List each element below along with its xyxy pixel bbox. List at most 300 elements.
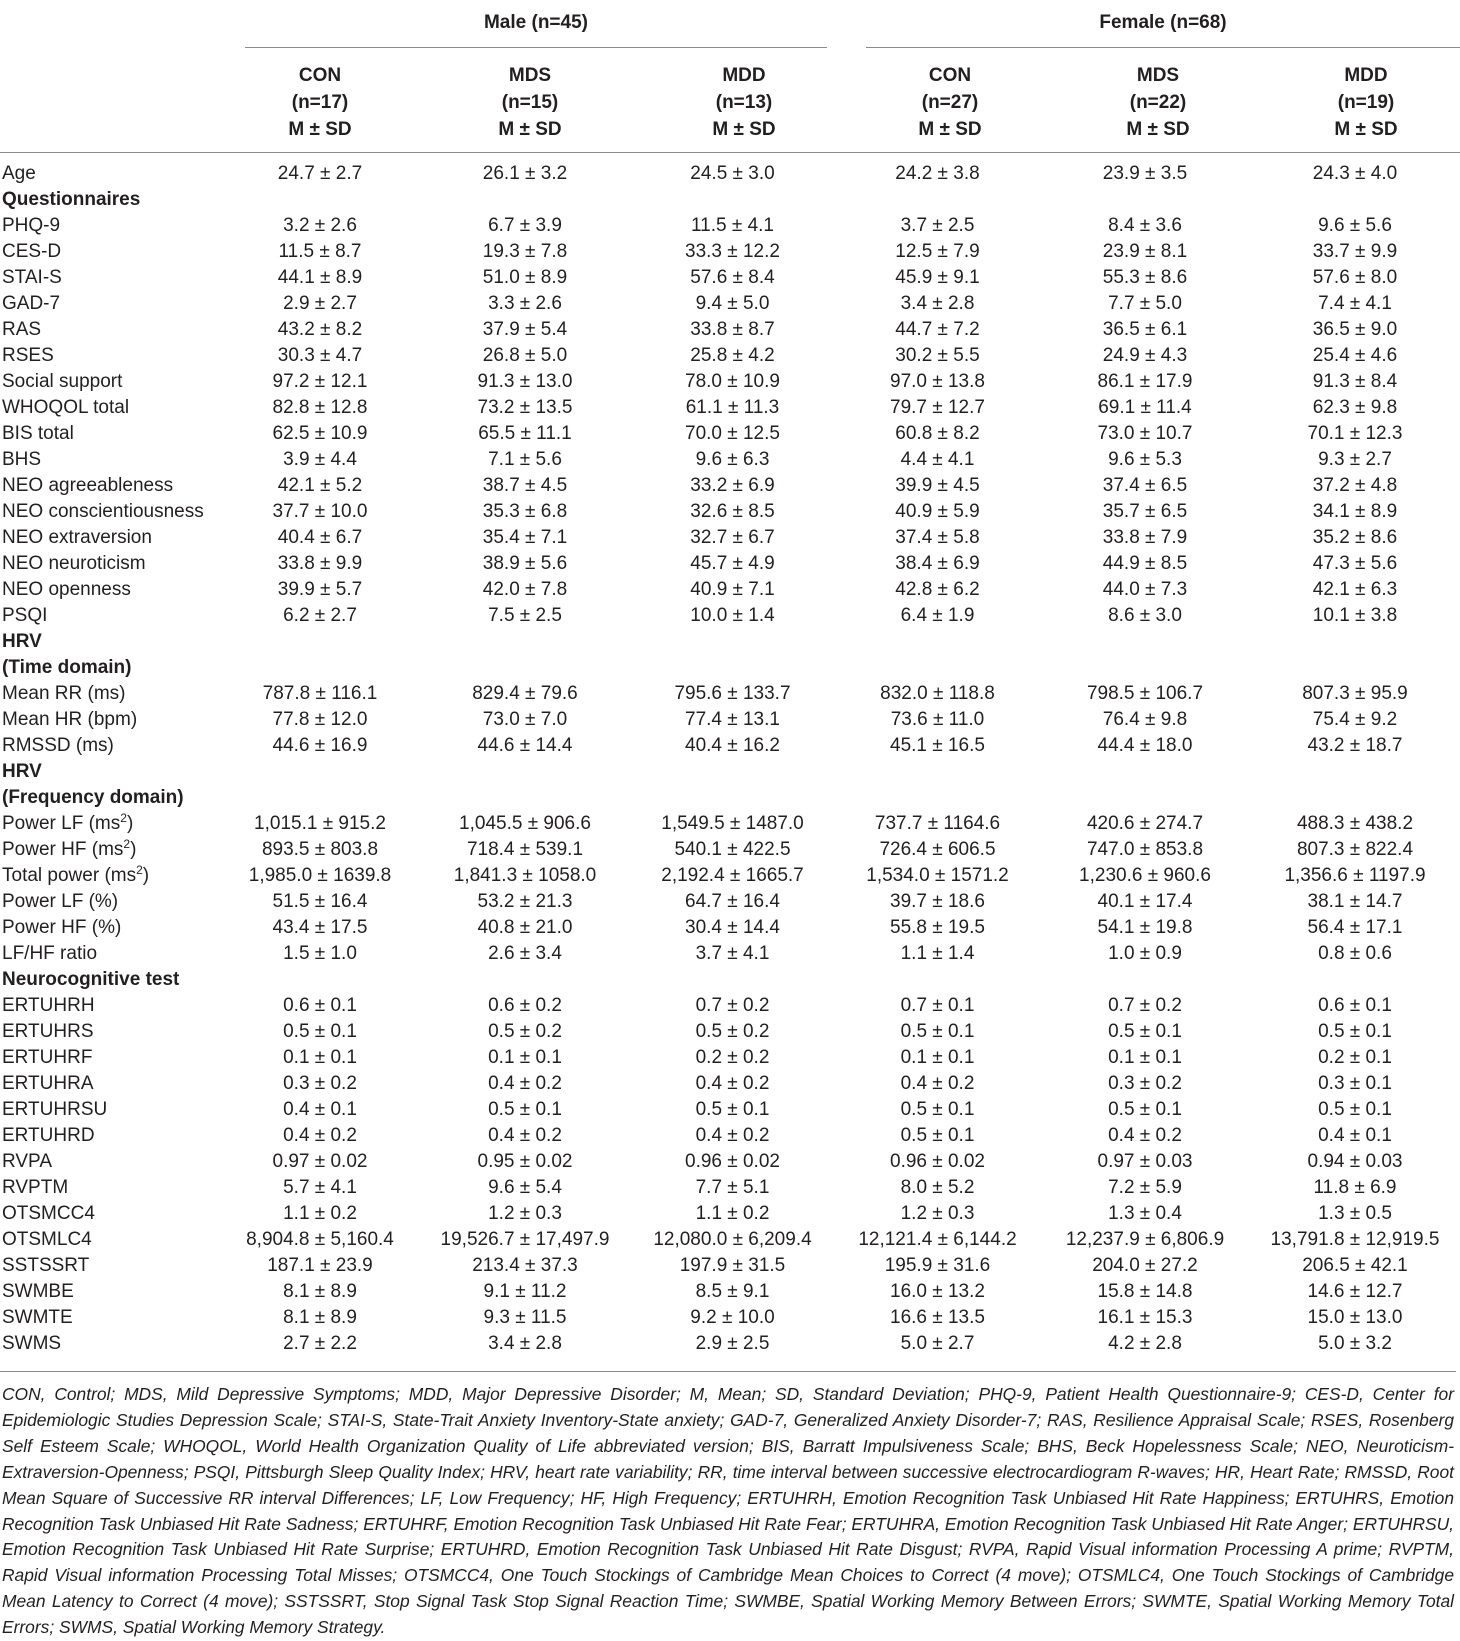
column-n: (n=17): [291, 92, 349, 113]
table-cell: 19.3 ± 7.8: [482, 241, 568, 262]
table-cell: 55.8 ± 19.5: [890, 917, 985, 938]
table-cell: 57.6 ± 8.0: [1312, 267, 1398, 288]
table-row: [0, 1097, 1460, 1123]
table-cell: 0.7 ± 0.1: [900, 995, 975, 1016]
table-cell: 25.4 ± 4.6: [1312, 345, 1398, 366]
table-cell: 78.0 ± 10.9: [685, 371, 780, 392]
row-label-text: STAI-S: [2, 267, 62, 288]
table-cell: 0.4 ± 0.2: [695, 1073, 770, 1094]
group-header: [0, 0, 1460, 48]
table-cell: 0.1 ± 0.1: [283, 1047, 357, 1068]
table-cell: 0.5 ± 0.2: [488, 1021, 562, 1042]
table-cell: 51.5 ± 16.4: [272, 891, 368, 912]
table-cell: 0.2 ± 0.1: [1318, 1047, 1392, 1068]
row-label-text: SSTSSRT: [2, 1255, 90, 1276]
table-cell: 1.5 ± 1.0: [283, 943, 357, 964]
table-cell: 13,791.8 ± 12,919.5: [1270, 1229, 1440, 1250]
table-cell: 97.2 ± 12.1: [272, 371, 368, 392]
table-cell: 7.7 ± 5.1: [695, 1177, 770, 1198]
table-cell: 39.7 ± 18.6: [890, 891, 985, 912]
table-cell: 3.4 ± 2.8: [488, 1333, 562, 1354]
table-cell: 30.2 ± 5.5: [895, 345, 980, 366]
table-cell: 24.3 ± 4.0: [1312, 163, 1398, 184]
row-label-text: NEO agreeableness: [2, 475, 174, 496]
table-cell: 91.3 ± 8.4: [1312, 371, 1398, 392]
table-cell: 47.3 ± 5.6: [1312, 553, 1398, 574]
table-cell: 37.7 ± 10.0: [272, 501, 368, 522]
table-cell: 9.3 ± 2.7: [1318, 449, 1392, 470]
column-name: MDD: [722, 65, 766, 86]
table-cell: 8.4 ± 3.6: [1108, 215, 1182, 236]
table-cell: 9.6 ± 5.4: [488, 1177, 562, 1198]
row-label: [0, 1149, 220, 1175]
table-cell: 1,549.5 ± 1487.0: [661, 813, 804, 834]
row-label: [0, 239, 220, 265]
row-label-text: PHQ-9: [2, 215, 61, 236]
table-cell: 97.0 ± 13.8: [890, 371, 985, 392]
superscript: 2: [120, 811, 127, 825]
table-cell: 39.9 ± 4.5: [895, 475, 980, 496]
table-cell: 3.9 ± 4.4: [283, 449, 357, 470]
table-cell: 0.7 ± 0.2: [1108, 995, 1182, 1016]
table-cell: 24.9 ± 4.3: [1102, 345, 1188, 366]
table-cell: 0.4 ± 0.1: [283, 1099, 357, 1120]
table-cell: 0.4 ± 0.2: [488, 1073, 562, 1094]
table-cell: 9.6 ± 5.3: [1108, 449, 1182, 470]
row-label-text: RSES: [2, 345, 54, 366]
table-cell: 42.1 ± 5.2: [277, 475, 363, 496]
row-label-text: RMSSD (ms): [2, 735, 114, 756]
column-header-female-mds: [1068, 62, 1248, 143]
table-row: [0, 239, 1460, 265]
table-row: [0, 863, 1460, 889]
row-label-text: Power HF (ms: [2, 839, 124, 860]
group-label-male: Male (n=45): [483, 12, 588, 33]
row-label-text: Total power (ms: [2, 865, 137, 886]
table-cell: 91.3 ± 13.0: [477, 371, 573, 392]
table-cell: 44.9 ± 8.5: [1102, 553, 1188, 574]
table-row: [0, 889, 1460, 915]
table-row: [0, 733, 1460, 759]
row-label-text: Power LF (ms: [2, 813, 121, 834]
table-cell: 7.2 ± 5.9: [1108, 1177, 1182, 1198]
row-label-text: ERTUHRSU: [2, 1099, 108, 1120]
table-cell: 540.1 ± 422.5: [674, 839, 791, 860]
table-cell: 3.2 ± 2.6: [283, 215, 357, 236]
row-label: [0, 1305, 220, 1331]
table-cell: 1,045.5 ± 906.6: [459, 813, 591, 834]
row-label-text: ERTUHRF: [2, 1047, 93, 1068]
table-cell: 12.5 ± 7.9: [895, 241, 980, 262]
row-label: [0, 161, 220, 187]
superscript: 2: [123, 837, 131, 851]
table-cell: 38.1 ± 14.7: [1307, 891, 1403, 912]
table-row: [0, 1071, 1460, 1097]
column-n: (n=22): [1129, 92, 1187, 113]
row-label-suffix: ): [126, 813, 134, 834]
table-row: [0, 1305, 1460, 1331]
table-cell: 0.3 ± 0.1: [1318, 1073, 1392, 1094]
table-cell: 6.7 ± 3.9: [488, 215, 562, 236]
row-label-text: OTSMCC4: [2, 1203, 95, 1224]
row-label-suffix: ): [130, 839, 137, 860]
table-cell: 1,015.1 ± 915.2: [254, 813, 386, 834]
row-label: [0, 1071, 220, 1097]
table-cell: 51.0 ± 8.9: [482, 267, 568, 288]
row-label-text: Age: [2, 163, 36, 184]
data-table: [0, 161, 1460, 1357]
row-label-text: NEO openness: [2, 579, 131, 600]
table-cell: 9.6 ± 5.6: [1318, 215, 1392, 236]
table-cell: 33.8 ± 8.7: [690, 319, 775, 340]
table-cell: 0.5 ± 0.1: [488, 1099, 562, 1120]
row-label: [0, 863, 220, 889]
row-label-text: PSQI: [2, 605, 48, 626]
table-cell: 33.2 ± 6.9: [690, 475, 775, 496]
table-cell: 42.1 ± 6.3: [1312, 579, 1398, 600]
column-header-male-mds: [445, 62, 615, 143]
table-cell: 204.0 ± 27.2: [1092, 1255, 1198, 1276]
section-label: [0, 629, 1460, 655]
table-cell: 60.8 ± 8.2: [895, 423, 980, 444]
table-cell: 24.7 ± 2.7: [277, 163, 363, 184]
table-cell: 40.4 ± 16.2: [685, 735, 780, 756]
table-row: [0, 1175, 1460, 1201]
table-cell: 3.7 ± 2.5: [900, 215, 975, 236]
table-cell: 70.1 ± 12.3: [1307, 423, 1403, 444]
table-cell: 1.1 ± 0.2: [695, 1203, 770, 1224]
section-header-row: [0, 187, 1460, 213]
row-label: [0, 681, 220, 707]
column-stat: M ± SD: [918, 119, 982, 140]
table-cell: 36.5 ± 9.0: [1312, 319, 1398, 340]
table-row: [0, 395, 1460, 421]
row-label-text: RAS: [2, 319, 42, 340]
table-cell: 0.1 ± 0.1: [488, 1047, 562, 1068]
table-cell: 737.7 ± 1164.6: [874, 813, 1001, 834]
table-cell: 44.4 ± 18.0: [1097, 735, 1193, 756]
table-row: [0, 1149, 1460, 1175]
table-cell: 33.7 ± 9.9: [1312, 241, 1398, 262]
table-cell: 32.6 ± 8.5: [690, 501, 775, 522]
row-label: [0, 421, 220, 447]
table-cell: 1,230.6 ± 960.6: [1079, 865, 1211, 886]
table-cell: 0.3 ± 0.2: [1108, 1073, 1182, 1094]
table-row: [0, 707, 1460, 733]
table-cell: 206.5 ± 42.1: [1302, 1255, 1408, 1276]
row-label-text: (Frequency domain): [2, 787, 184, 808]
table-cell: 0.5 ± 0.2: [695, 1021, 770, 1042]
table-cell: 420.6 ± 274.7: [1086, 813, 1204, 834]
table-cell: 23.9 ± 3.5: [1102, 163, 1188, 184]
table-cell: 10.1 ± 3.8: [1312, 605, 1398, 626]
row-label-text: SWMBE: [2, 1281, 74, 1302]
row-label-text: Questionnaires: [2, 189, 141, 210]
section-header-row: [0, 759, 1460, 785]
table-cell: 195.9 ± 31.6: [884, 1255, 991, 1276]
table-row: [0, 811, 1460, 837]
row-label: [0, 499, 220, 525]
table-cell: 38.7 ± 4.5: [482, 475, 568, 496]
table-row: [0, 473, 1460, 499]
table-cell: 11.5 ± 4.1: [691, 215, 774, 236]
table-cell: 8.0 ± 5.2: [900, 1177, 975, 1198]
table-cell: 73.6 ± 11.0: [890, 709, 985, 730]
table-cell: 35.3 ± 6.8: [482, 501, 568, 522]
row-label: [0, 577, 220, 603]
table-row: [0, 1331, 1460, 1357]
table-cell: 0.96 ± 0.02: [685, 1151, 780, 1172]
table-row: [0, 1045, 1460, 1071]
table-cell: 0.4 ± 0.2: [283, 1125, 357, 1146]
table-cell: 0.96 ± 0.02: [890, 1151, 985, 1172]
table-cell: 2.9 ± 2.5: [695, 1333, 770, 1354]
column-name: MDD: [1344, 65, 1388, 86]
table-cell: 82.8 ± 12.8: [272, 397, 368, 418]
row-label: [0, 733, 220, 759]
table-row: [0, 993, 1460, 1019]
table-cell: 75.4 ± 9.2: [1312, 709, 1398, 730]
table-cell: 8.1 ± 8.9: [283, 1307, 357, 1328]
table-cell: 42.0 ± 7.8: [482, 579, 568, 600]
table-cell: 0.5 ± 0.1: [1318, 1099, 1392, 1120]
section-header-row: [0, 967, 1460, 993]
table-cell: 24.2 ± 3.8: [895, 163, 980, 184]
row-label-text: (Time domain): [2, 657, 132, 678]
table-cell: 86.1 ± 17.9: [1097, 371, 1193, 392]
section-label: [0, 785, 1460, 811]
column-header-male-con: [245, 62, 395, 143]
table-cell: 3.7 ± 4.1: [695, 943, 770, 964]
section-header-row: [0, 629, 1460, 655]
superscript: 2: [136, 863, 143, 877]
row-label-suffix: ): [142, 865, 150, 886]
table-row: [0, 837, 1460, 863]
table-row: [0, 291, 1460, 317]
column-name: MDS: [508, 65, 552, 86]
table-cell: 9.3 ± 11.5: [483, 1307, 567, 1328]
row-label: [0, 1201, 220, 1227]
row-label-text: HRV: [2, 761, 42, 782]
table-cell: 8.6 ± 3.0: [1108, 605, 1182, 626]
table-cell: 26.8 ± 5.0: [482, 345, 568, 366]
row-label-text: RVPA: [2, 1151, 52, 1172]
table-cell: 0.3 ± 0.2: [283, 1073, 357, 1094]
table-cell: 34.1 ± 8.9: [1312, 501, 1398, 522]
row-label-text: ERTUHRD: [2, 1125, 95, 1146]
table-cell: 57.6 ± 8.4: [690, 267, 775, 288]
table-cell: 15.0 ± 13.0: [1307, 1307, 1403, 1328]
table-cell: 0.5 ± 0.1: [900, 1125, 975, 1146]
table-cell: 76.4 ± 9.8: [1102, 709, 1188, 730]
row-label-text: Mean RR (ms): [2, 683, 126, 704]
table-cell: 55.3 ± 8.6: [1102, 267, 1188, 288]
section-label: [0, 759, 1460, 785]
table-cell: 9.4 ± 5.0: [695, 293, 770, 314]
table-cell: 26.1 ± 3.2: [482, 163, 568, 184]
row-label-text: ERTUHRS: [2, 1021, 94, 1042]
table-cell: 73.0 ± 10.7: [1097, 423, 1193, 444]
table-cell: 11.5 ± 8.7: [278, 241, 362, 262]
column-header-female-con: [860, 62, 1040, 143]
column-stat: M ± SD: [1126, 119, 1190, 140]
row-label-text: ERTUHRA: [2, 1073, 94, 1094]
row-label: [0, 1175, 220, 1201]
table-cell: 5.7 ± 4.1: [283, 1177, 357, 1198]
table-cell: 37.4 ± 5.8: [895, 527, 980, 548]
table-cell: 787.8 ± 116.1: [262, 683, 378, 704]
table-cell: 0.4 ± 0.2: [900, 1073, 975, 1094]
table-cell: 36.5 ± 6.1: [1102, 319, 1188, 340]
column-header-male-mdd: [654, 62, 834, 143]
row-label: [0, 525, 220, 551]
table-cell: 0.5 ± 0.1: [1108, 1099, 1182, 1120]
row-label-text: NEO extraversion: [2, 527, 152, 548]
table-cell: 40.9 ± 7.1: [690, 579, 775, 600]
table-cell: 1.2 ± 0.3: [900, 1203, 975, 1224]
table-row: [0, 213, 1460, 239]
table-cell: 73.2 ± 13.5: [477, 397, 573, 418]
table-cell: 44.7 ± 7.2: [895, 319, 980, 340]
table-cell: 0.7 ± 0.2: [695, 995, 770, 1016]
table-cell: 0.5 ± 0.1: [1108, 1021, 1182, 1042]
table-cell: 1,985.0 ± 1639.8: [248, 865, 392, 886]
row-label: [0, 1097, 220, 1123]
table-cell: 0.4 ± 0.1: [1318, 1125, 1392, 1146]
table-cell: 14.6 ± 12.7: [1307, 1281, 1403, 1302]
table-cell: 35.7 ± 6.5: [1102, 501, 1188, 522]
table-cell: 44.1 ± 8.9: [277, 267, 363, 288]
table-cell: 2.7 ± 2.2: [283, 1333, 357, 1354]
table-cell: 44.6 ± 14.4: [477, 735, 573, 756]
table-cell: 829.4 ± 79.6: [472, 683, 578, 704]
table-cell: 726.4 ± 606.5: [879, 839, 996, 860]
table-cell: 43.2 ± 18.7: [1307, 735, 1403, 756]
table-cell: 73.0 ± 7.0: [482, 709, 568, 730]
table-cell: 12,121.4 ± 6,144.2: [858, 1229, 1017, 1250]
table-row: [0, 1253, 1460, 1279]
table-row: [0, 499, 1460, 525]
table-cell: 8,904.8 ± 5,160.4: [246, 1229, 394, 1250]
table-cell: 53.2 ± 21.3: [477, 891, 573, 912]
row-label: [0, 291, 220, 317]
row-label: [0, 317, 220, 343]
row-label-text: Neurocognitive test: [2, 969, 180, 990]
table-cell: 43.4 ± 17.5: [272, 917, 368, 938]
table-cell: 0.6 ± 0.1: [283, 995, 357, 1016]
table-cell: 62.3 ± 9.8: [1312, 397, 1398, 418]
table-cell: 0.5 ± 0.1: [900, 1099, 975, 1120]
table-cell: 1.0 ± 0.9: [1108, 943, 1182, 964]
table-cell: 1,841.3 ± 1058.0: [453, 865, 597, 886]
table-cell: 7.5 ± 2.5: [488, 605, 562, 626]
table-row: [0, 681, 1460, 707]
row-label-text: ERTUHRH: [2, 995, 95, 1016]
table-cell: 64.7 ± 16.4: [685, 891, 780, 912]
table-cell: 37.4 ± 6.5: [1102, 475, 1188, 496]
table-cell: 6.4 ± 1.9: [900, 605, 975, 626]
table-row: [0, 525, 1460, 551]
table-row: [0, 1279, 1460, 1305]
column-n: (n=15): [501, 92, 559, 113]
column-stat: M ± SD: [712, 119, 776, 140]
row-label: [0, 811, 220, 837]
table-cell: 19,526.7 ± 17,497.9: [440, 1229, 610, 1250]
table-cell: 0.95 ± 0.02: [477, 1151, 573, 1172]
section-header-row: [0, 655, 1460, 681]
table-cell: 1,356.6 ± 1197.9: [1284, 865, 1426, 886]
table-cell: 0.5 ± 0.1: [900, 1021, 975, 1042]
table-cell: 16.0 ± 13.2: [890, 1281, 985, 1302]
table-cell: 0.1 ± 0.1: [1108, 1047, 1182, 1068]
table-cell: 807.3 ± 95.9: [1302, 683, 1408, 704]
group-label-female: Female (n=68): [1099, 12, 1227, 33]
table-cell: 832.0 ± 118.8: [880, 683, 995, 704]
table-cell: 0.5 ± 0.1: [1318, 1021, 1392, 1042]
row-label-text: RVPTM: [2, 1177, 69, 1198]
table-cell: 77.4 ± 13.1: [685, 709, 780, 730]
table-cell: 9.2 ± 10.0: [690, 1307, 775, 1328]
table-cell: 45.1 ± 16.5: [890, 735, 985, 756]
table-cell: 9.1 ± 11.2: [483, 1281, 567, 1302]
table-row: [0, 1201, 1460, 1227]
table-cell: 42.8 ± 6.2: [895, 579, 980, 600]
table-row: [0, 369, 1460, 395]
table-cell: 9.6 ± 6.3: [695, 449, 770, 470]
row-label: [0, 1227, 220, 1253]
section-header-row: [0, 785, 1460, 811]
row-label-text: NEO conscientiousness: [2, 501, 204, 522]
table-cell: 213.4 ± 37.3: [472, 1255, 578, 1276]
table-row: [0, 421, 1460, 447]
row-label-text: OTSMLC4: [2, 1229, 92, 1250]
table-cell: 30.4 ± 14.4: [685, 917, 780, 938]
column-header-female-mdd: [1276, 62, 1456, 143]
row-label: [0, 551, 220, 577]
row-label-text: Power LF (%): [2, 891, 119, 912]
column-name: CON: [928, 65, 972, 86]
table-cell: 7.1 ± 5.6: [488, 449, 562, 470]
table-cell: 8.1 ± 8.9: [283, 1281, 357, 1302]
table-cell: 40.4 ± 6.7: [277, 527, 363, 548]
table-cell: 25.8 ± 4.2: [690, 345, 775, 366]
table-cell: 79.7 ± 12.7: [890, 397, 985, 418]
table-row: [0, 1123, 1460, 1149]
table-cell: 12,080.0 ± 6,209.4: [653, 1229, 812, 1250]
table-body: [0, 161, 1460, 1357]
table-cell: 0.1 ± 0.1: [900, 1047, 975, 1068]
row-label: [0, 343, 220, 369]
table-cell: 2.9 ± 2.7: [283, 293, 357, 314]
table-cell: 7.7 ± 5.0: [1108, 293, 1182, 314]
table-cell: 56.4 ± 17.1: [1307, 917, 1403, 938]
table-cell: 3.4 ± 2.8: [900, 293, 975, 314]
table-cell: 7.4 ± 4.1: [1318, 293, 1392, 314]
table-cell: 187.1 ± 23.9: [267, 1255, 373, 1276]
column-n: (n=27): [921, 92, 979, 113]
table-row: [0, 1227, 1460, 1253]
table-row: [0, 317, 1460, 343]
table-row: [0, 603, 1460, 629]
row-label: [0, 395, 220, 421]
section-label: [0, 967, 1460, 993]
table-cell: 798.5 ± 106.7: [1086, 683, 1204, 704]
table-row: [0, 161, 1460, 187]
table-cell: 70.0 ± 12.5: [685, 423, 780, 444]
row-label: [0, 1279, 220, 1305]
table-cell: 3.3 ± 2.6: [488, 293, 562, 314]
table-cell: 37.9 ± 5.4: [482, 319, 568, 340]
